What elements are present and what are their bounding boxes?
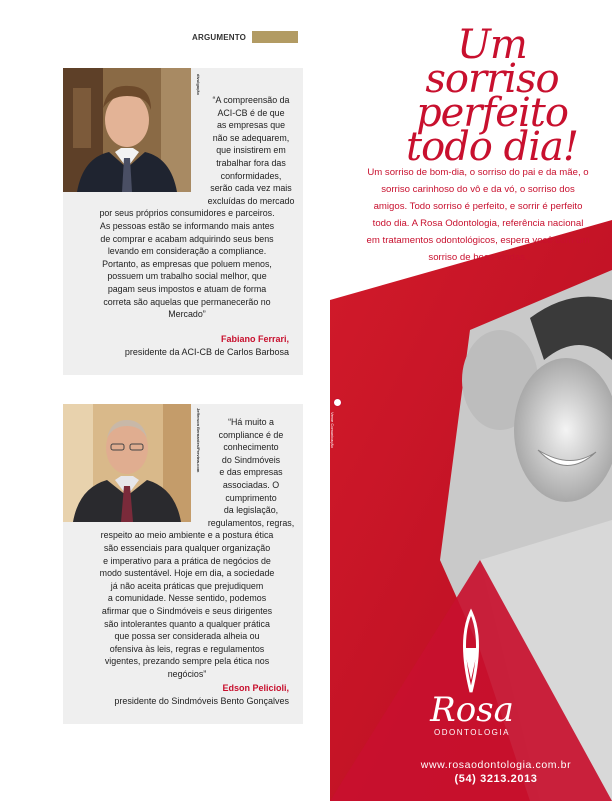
quote-line: do Sindmóveis <box>221 454 281 465</box>
quote-line: as empresas que <box>216 120 286 131</box>
quote-line: afirmar que o Sindmóveis e seus dirigentes <box>101 605 273 616</box>
rosa-odontologia-ad <box>330 0 612 801</box>
quote-line: que possa ser considerada alheia ou <box>114 631 260 642</box>
ad-website: www.rosaodontologia.com.br <box>420 759 572 771</box>
quote-line: serão cada vez mais <box>210 183 292 194</box>
quote-line: excluídas do mercado <box>207 195 295 206</box>
quote-line: possuem um trabalho social melhor, que <box>107 271 267 282</box>
section-label <box>192 30 298 44</box>
quote-line: associadas. O <box>222 479 280 490</box>
photo-credit: divulgação <box>196 74 201 95</box>
quote-line: correta são aquelas que permanecerão no <box>103 296 271 307</box>
quote-line: conformidades, <box>220 170 282 181</box>
quote-line: levando em consideração a compliance. <box>107 246 267 257</box>
quote-line: ACI-CB é de que <box>217 107 285 118</box>
quote-card-ferrari <box>63 68 303 375</box>
quote-line: e das empresas <box>219 467 283 478</box>
headline-line: Um sorriso <box>425 22 559 102</box>
rosa-logo <box>412 620 532 737</box>
quote-line: são intolerantes quanto a qualquer prática <box>104 618 270 629</box>
author-name: Edson Pelicioli, <box>222 683 289 693</box>
quote-line: não se adequarem, <box>212 132 290 143</box>
quote-line: ofensiva às leis, regras e regulamentos <box>109 643 265 654</box>
quote-line: negócios” <box>167 668 207 679</box>
section-label-text: ARGUMENTO <box>192 32 247 42</box>
quote-line: e imperativo para a prática de negócios de <box>103 555 271 566</box>
section-label-bar <box>252 31 298 43</box>
quote-text <box>73 94 301 321</box>
quote-text <box>73 416 301 680</box>
quote-line: “A compreensão da <box>212 95 290 105</box>
quote-line: As pessoas estão se informando mais antes <box>99 220 275 231</box>
quote-signature <box>114 682 289 708</box>
quote-line: são essenciais para qualquer organização <box>103 542 271 553</box>
quote-line: conhecimento <box>223 442 279 453</box>
quote-line: de comprar e acabam adquirindo seus bens <box>100 233 274 244</box>
author-role: presidente do Sindmóveis Bento Gonçalves <box>114 696 289 706</box>
ad-headline <box>392 22 592 170</box>
photo-credit: Jefferson Bernardes/Preview.com <box>196 408 201 473</box>
quote-line: pagam seus impostos e atuam de forma <box>107 283 267 294</box>
author-name: Fabiano Ferrari, <box>220 334 289 344</box>
headline-line: perfeito <box>416 90 568 136</box>
quote-line: a comunidade. Nesse sentido, podemos <box>107 593 267 604</box>
quote-line: regulamentos, regras, <box>207 517 295 528</box>
quote-line: Portanto, as empresas que poluem menos, <box>102 258 272 269</box>
agency-badge-icon <box>333 398 342 407</box>
brand-subtitle: ODONTOLOGIA <box>434 728 510 737</box>
author-role: presidente da ACI-CB de Carlos Barbosa <box>124 347 289 357</box>
quote-line: vigentes, prezando sempre pela ética nos <box>104 656 270 667</box>
quote-line: cumprimento <box>225 492 277 503</box>
quote-line: que insistirem em <box>216 145 286 156</box>
quote-line: Mercado” <box>168 309 206 320</box>
quote-line: trabalhar fora das <box>216 157 286 168</box>
ad-phone: (54) 3213.2013 <box>454 773 538 785</box>
brand-name: Rosa <box>430 690 514 730</box>
quote-line: “Há muito a <box>228 417 274 427</box>
quote-line: modo sustentável. Hoje em dia, a sociedade <box>99 568 275 579</box>
quote-line: já não aceita práticas que prejudiquem <box>110 580 264 591</box>
quote-line: por seus próprios consumidores e parceiros. <box>99 208 275 219</box>
headline-line: todo dia! <box>406 124 578 170</box>
quote-card-pelicioli <box>63 404 303 724</box>
quote-signature <box>125 333 289 359</box>
ad-copy: Um sorriso de bom-dia, o sorriso do pai e da mãe, o sorriso carinhoso do vô e da vó, o sorriso dos amigos. Todo sorriso é perfeito, e sorrir é perfeito todo dia. A Rosa Odontologia, referência nacional em tratamentos odontológicos, espera você com um sorriso de boas-vindas. <box>366 167 590 263</box>
agency-credit: Verve Comunicação <box>330 412 335 448</box>
quote-line: da legislação, <box>223 505 279 516</box>
quote-line: respeito ao meio ambiente e a postura ética <box>100 530 274 541</box>
quote-line: compliance é de <box>218 429 284 440</box>
